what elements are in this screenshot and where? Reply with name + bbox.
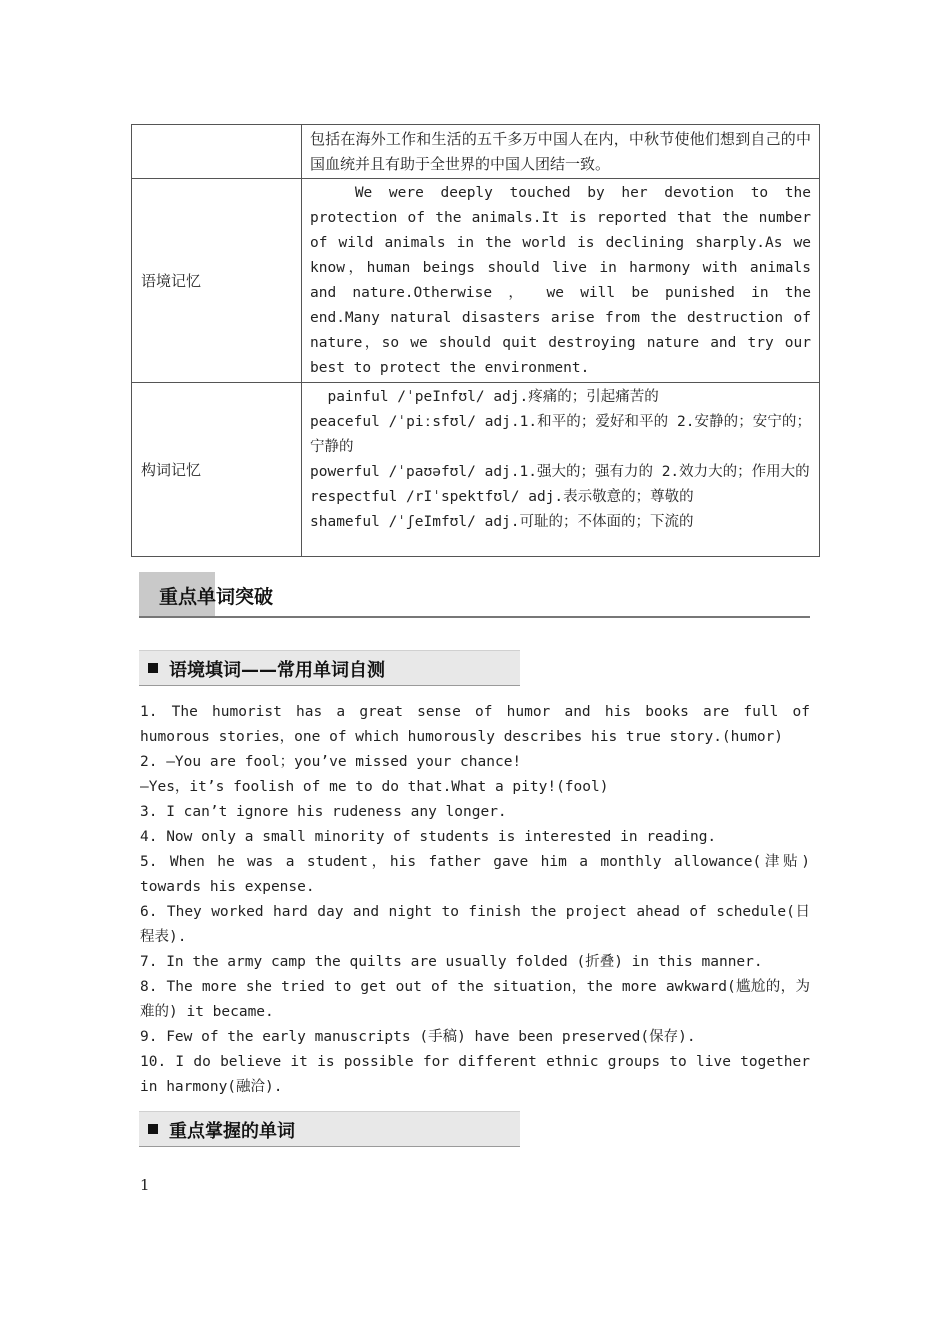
exercise-item: 4. Now only a small minority of students is interested in reading.: [140, 829, 717, 845]
table-row: [132, 125, 820, 179]
exercise-item: 10. I do believe it is possible for different ethnic groups to live together in harmony(融洽).: [140, 1054, 810, 1095]
word-entry-respectful: respectful /rIˈspektfʊl/ adj.表示敬意的；尊敬的: [310, 489, 694, 505]
exercise-item: 1. The humorist has a great sense of humor and his books are full of humorous stories，one of which humorously describes his true story.(humor): [140, 704, 810, 745]
exercise-item: 3. I can’t ignore his rudeness any longer.: [140, 804, 507, 820]
exercise-item: 9. Few of the early manuscripts (手稿) have been preserved(保存).: [140, 1029, 696, 1045]
word-entry-powerful: powerful /ˈpaʊəfʊl/ adj.1.强大的；强有力的 2.效力大的；作用大的: [310, 464, 810, 480]
word-formation-cell: [302, 383, 820, 557]
subheading-title: 重点掌握的单词: [169, 1121, 295, 1142]
table-row: [132, 179, 820, 383]
subheading-key-words: [139, 1111, 520, 1147]
table-row: [132, 383, 820, 557]
exercise-item: 7. In the army camp the quilts are usually folded (折叠) in this manner.: [140, 954, 763, 970]
section-title: 重点单词突破: [159, 586, 274, 608]
section-heading: [139, 572, 810, 618]
word-entry-peaceful: peaceful /ˈpiːsfʊl/ adj.1.和平的；爱好和平的 2.安静的；安宁的；宁静的: [310, 414, 811, 455]
exercise-item: —Yes，it’s foolish of me to do that.What a pity!(fool): [140, 779, 609, 795]
subheading-context-fill: [139, 650, 520, 686]
exercise-list: [140, 700, 810, 1100]
exercise-item: 6. They worked hard day and night to finish the project ahead of schedule(日程表).: [140, 904, 810, 945]
subheading-title: 语境填词——常用单词自测: [169, 660, 385, 681]
page-number: 1: [140, 1176, 150, 1194]
vocabulary-table: [131, 124, 820, 557]
exercise-item: 8. The more she tried to get out of the situation，the more awkward(尴尬的，为难的) it became.: [140, 979, 810, 1020]
square-bullet-icon: [148, 663, 158, 673]
exercise-item: 2. —You are fool；you’ve missed your chance!: [140, 754, 522, 770]
word-entry-painful: painful /ˈpeInfʊl/ adj.疼痛的；引起痛苦的: [310, 389, 659, 405]
exercise-item: 5. When he was a student，his father gave him a monthly allowance(津贴) towards his expense.: [140, 854, 810, 895]
translation-cell: 包括在海外工作和生活的五千多万中国人在内，中秋节使他们想到自己的中国血统并且有助于全世界的中国人团结一致。: [302, 125, 820, 179]
row-label-word-formation: 构词记忆: [132, 383, 302, 557]
row-label: [132, 125, 302, 179]
row-label-context-memory: 语境记忆: [132, 179, 302, 383]
context-passage-cell: We were deeply touched by her devotion to the protection of the animals.It is reported that the number of wild animals in the world is declining sharply.As we know，human beings should live in harmony with animals and nature.Otherwise ， we will be punished in the end.Many natural disasters arise from the destruction of nature，so we should quit destroying nature and try our best to protect the environment.: [302, 179, 820, 383]
word-entry-shameful: shameful /ˈʃeImfʊl/ adj.可耻的；不体面的；下流的: [310, 514, 694, 530]
square-bullet-icon: [148, 1124, 158, 1134]
